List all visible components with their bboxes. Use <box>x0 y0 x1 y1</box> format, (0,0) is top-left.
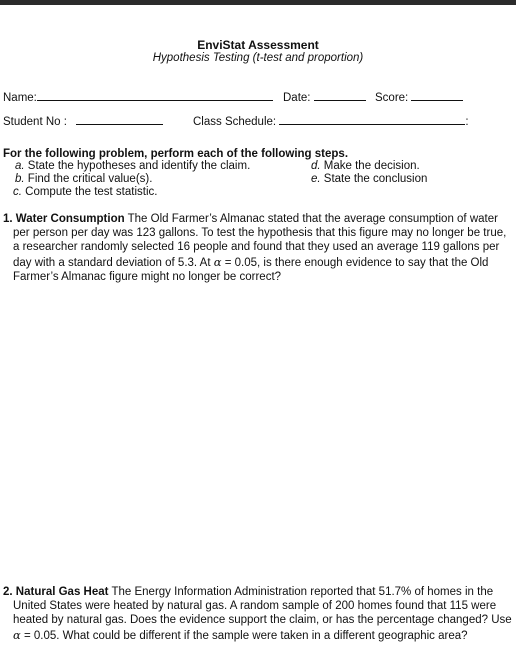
step-text: Make the decision. <box>323 160 420 172</box>
problem-2 <box>3 585 513 643</box>
student-no-label: Student No : <box>3 116 67 128</box>
problem-1 <box>3 212 513 284</box>
step-letter: b. <box>15 173 25 185</box>
page-title: EnviStat Assessment <box>197 38 319 52</box>
step-letter: a. <box>15 160 25 172</box>
date-field[interactable] <box>314 90 366 101</box>
step-text: Compute the test statistic. <box>25 186 158 198</box>
student-no-field[interactable] <box>76 114 163 125</box>
step-text: State the conclusion <box>323 173 428 185</box>
step-letter: e. <box>311 173 321 185</box>
problem-body <box>3 212 513 284</box>
step-letter: d. <box>311 160 321 172</box>
score-field[interactable] <box>411 90 463 101</box>
problem-body <box>3 585 513 643</box>
problem-title: Water Consumption <box>15 213 125 225</box>
name-field[interactable] <box>37 90 273 101</box>
problem-text: The Energy Information Administration reported that 51.7% of homes in the United States were heated by natural gas. A random sample of 200 homes found that 115 were heated by natural gas. Does the evidence support the claim, or has the percentage changed? Use <box>13 586 512 627</box>
class-schedule-label: Class Schedule: <box>193 116 277 128</box>
problem-text-cont: = 0.05, is there enough evidence to say that the Old Farmer’s Almanac figure might no longer be correct? <box>13 256 489 283</box>
instructions-heading: For the following problem, perform each of the following steps. <box>3 148 349 160</box>
trailing-colon: : <box>465 116 469 128</box>
problem-title: Natural Gas Heat <box>15 586 109 598</box>
step-c <box>13 186 157 198</box>
alpha-symbol: α <box>213 254 222 269</box>
problem-number: 2. <box>3 586 13 598</box>
step-d <box>311 160 420 172</box>
problem-text: The Old Farmer’s Almanac stated that the average consumption of water per person per day was 123 gallons. To test the hypothesis that this figure may no longer be true, a researcher randomly selected 16 people and found that they used an average 119 gallons per day with a standard deviation of 5.3. At <box>13 213 507 269</box>
step-e <box>311 173 427 185</box>
page-subtitle: Hypothesis Testing (t-test and proportion) <box>152 52 364 64</box>
score-row <box>375 90 463 104</box>
date-label: Date: <box>283 92 311 104</box>
date-row <box>283 90 366 104</box>
student-no-row <box>3 114 163 128</box>
problem-number: 1. <box>3 213 13 225</box>
alpha-symbol: α <box>13 627 21 642</box>
score-label: Score: <box>375 92 409 104</box>
step-text: State the hypotheses and identify the claim. <box>27 160 251 172</box>
class-schedule-field[interactable] <box>279 114 465 125</box>
step-text: Find the critical value(s). <box>27 173 153 185</box>
step-b <box>15 173 152 185</box>
step-a <box>15 160 250 172</box>
step-letter: c. <box>13 186 22 198</box>
problem-text-cont: = 0.05. What could be different if the sample were taken in a different geographic area? <box>20 629 468 642</box>
name-label: Name: <box>3 92 37 104</box>
class-schedule-row <box>193 114 469 128</box>
name-row <box>3 90 273 104</box>
top-border <box>0 0 516 5</box>
